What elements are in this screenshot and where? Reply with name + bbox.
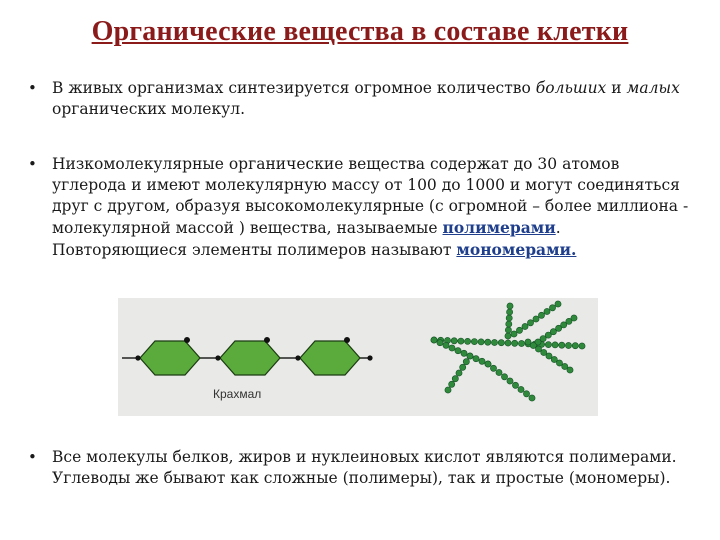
- glucose-bead: [485, 339, 491, 345]
- glucose-bead: [529, 395, 535, 401]
- bullet-text-3: Все молекулы белков, жиров и нуклеиновых кислот являются полимерами. Углеводы же бывают как сложные (полимеры), так и простые (мономеры).: [52, 448, 677, 487]
- glucose-bead: [505, 333, 511, 339]
- glucose-bead: [512, 382, 518, 388]
- term-polymers-link[interactable]: полимерами: [442, 218, 556, 237]
- glucose-bead: [490, 365, 496, 371]
- glucose-bead: [518, 340, 524, 346]
- glucose-hexagon: [140, 341, 200, 375]
- glucose-bead: [431, 337, 437, 343]
- glucose-bead: [538, 312, 544, 318]
- glucose-bead: [437, 340, 443, 346]
- branched-bead-chain: [431, 301, 585, 401]
- glucose-bead: [506, 315, 512, 321]
- glucose-bead: [516, 327, 522, 333]
- oxygen-dot: [344, 337, 350, 343]
- bullet-dot: •: [28, 155, 37, 173]
- glucose-bead: [525, 339, 531, 345]
- glucose-bead: [449, 381, 455, 387]
- glucose-bead: [498, 340, 504, 346]
- term-monomers-link[interactable]: мономерами.: [456, 240, 577, 259]
- glucose-bead: [461, 350, 467, 356]
- starch-illustration: [118, 298, 598, 416]
- bullet-dot: •: [28, 79, 37, 97]
- glucose-bead: [478, 339, 484, 345]
- glucose-bead: [556, 360, 562, 366]
- glucose-bead: [579, 343, 585, 349]
- glucose-bead: [458, 338, 464, 344]
- glucose-bead: [460, 364, 466, 370]
- glucose-bead: [565, 342, 571, 348]
- oxygen-dot: [367, 355, 372, 360]
- glucose-bead: [501, 374, 507, 380]
- bullet1-suffix: органических молекул.: [52, 100, 246, 118]
- bullet2-part1: Низкомолекулярные органические вещества содержат до 30 атомов углерода и имеют молекулярную массу от 100 до 1000 и могут соединяться друг с другом, образуя высокомолекулярные (с огромной – более миллиона - молекулярной массой ) вещества, называемые: [52, 155, 689, 237]
- glucose-bead: [465, 338, 471, 344]
- glucose-bead: [552, 342, 558, 348]
- glucose-bead: [535, 346, 541, 352]
- glucose-bead: [545, 342, 551, 348]
- bullet-text-1: [52, 78, 698, 120]
- glucose-bead: [471, 339, 477, 345]
- glucose-bead: [511, 331, 517, 337]
- glucose-hexagon: [220, 341, 280, 375]
- oxygen-dot: [135, 355, 140, 360]
- glucose-bead: [455, 348, 461, 354]
- glucose-bead: [485, 361, 491, 367]
- glucose-bead: [505, 340, 511, 346]
- glucose-hexagon: [300, 341, 360, 375]
- glucose-bead: [549, 305, 555, 311]
- glucose-bead: [507, 378, 513, 384]
- bullet1-em-small: малых: [626, 79, 680, 97]
- glucose-bead: [473, 356, 479, 362]
- glucose-bead: [544, 308, 550, 314]
- glucose-bead: [505, 327, 511, 333]
- glucose-bead: [571, 315, 577, 321]
- bullet1-prefix: В живых организмах синтезируется огромное количество: [52, 79, 536, 97]
- oxygen-dot: [295, 355, 300, 360]
- figure-label: Крахмал: [213, 387, 262, 401]
- starch-hexagon-chain: [122, 337, 373, 375]
- glucose-bead: [546, 353, 552, 359]
- glucose-bead: [555, 301, 561, 307]
- glucose-bead: [559, 342, 565, 348]
- oxygen-dot: [184, 337, 190, 343]
- slide-title: Органические вещества в составе клетки: [91, 16, 629, 47]
- glucose-bead: [452, 376, 458, 382]
- glucose-bead: [467, 353, 473, 359]
- glucose-bead: [449, 345, 455, 351]
- glucose-bead: [445, 387, 451, 393]
- glucose-bead: [523, 391, 529, 397]
- glucose-bead: [518, 386, 524, 392]
- glucose-bead: [496, 369, 502, 375]
- bullet-item-1: [28, 78, 698, 120]
- glucose-bead: [533, 316, 539, 322]
- starch-figure: [118, 298, 598, 416]
- glucose-bead: [506, 321, 512, 327]
- glucose-bead: [443, 342, 449, 348]
- bullet-dot: •: [28, 448, 37, 466]
- glucose-bead: [491, 339, 497, 345]
- glucose-bead: [451, 338, 457, 344]
- oxygen-dot: [215, 355, 220, 360]
- glucose-bead: [522, 323, 528, 329]
- oxygen-dot: [264, 337, 270, 343]
- glucose-bead: [507, 309, 513, 315]
- bullet1-em-large: больших: [535, 79, 607, 97]
- bullet-item-2: [28, 154, 698, 261]
- glucose-bead: [512, 340, 518, 346]
- bullet1-mid: и: [606, 79, 627, 97]
- glucose-bead: [479, 358, 485, 364]
- glucose-bead: [463, 359, 469, 365]
- bullet-item-3: [28, 447, 698, 489]
- bullet2-part2: . Повторяющиеся элементы полимеров называют: [52, 219, 561, 259]
- bullet-text-2: [52, 154, 698, 261]
- glucose-bead: [572, 343, 578, 349]
- glucose-bead: [456, 370, 462, 376]
- glucose-bead: [507, 303, 513, 309]
- glucose-bead: [527, 320, 533, 326]
- glucose-bead: [567, 367, 573, 373]
